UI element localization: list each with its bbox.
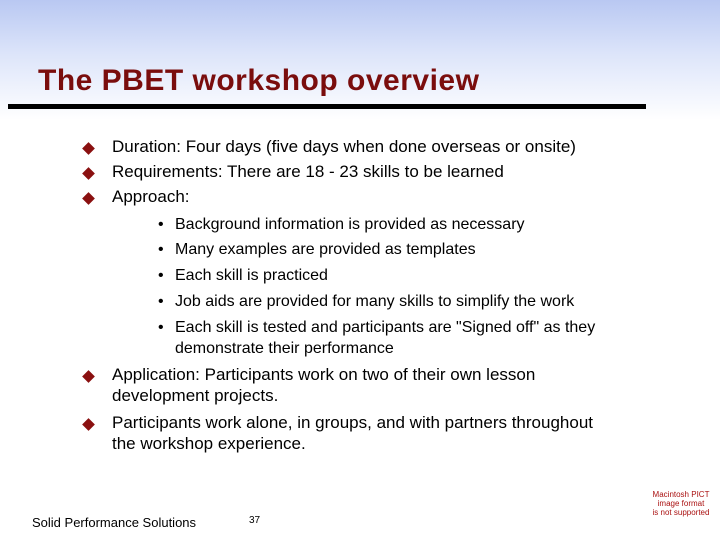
footer-company: Solid Performance Solutions (32, 515, 197, 530)
sub-bullet-item: Each skill is practiced (175, 267, 328, 284)
participants-continuation: the workshop experience. (112, 434, 306, 453)
pict-placeholder-image (652, 490, 710, 517)
sub-bullet-dot: • (158, 319, 164, 336)
diamond-bullet-icon (82, 167, 95, 180)
title-underline (8, 104, 646, 109)
pict-text-line: Macintosh PICT (652, 490, 710, 499)
application-continuation: development projects. (112, 386, 279, 405)
sub-bullet-item: Job aids are provided for many skills to simplify the work (175, 293, 575, 310)
diamond-bullet-icon (82, 370, 95, 383)
sub-bullet-dot: • (158, 216, 164, 233)
approach-line: Approach: (112, 187, 190, 206)
pict-text-line: is not supported (652, 508, 710, 517)
sub-bullet-item: Many examples are provided as templates (175, 241, 476, 258)
sub-bullet-dot: • (158, 293, 164, 310)
diamond-bullet-icon (82, 418, 95, 431)
pict-text-line: image format (657, 499, 705, 508)
slide-title: The PBET workshop overview (38, 64, 480, 97)
sub-bullet-dot: • (158, 241, 164, 258)
sub-bullet-continuation: demonstrate their performance (175, 340, 394, 357)
sub-bullet-item: Background information is provided as necessary (175, 216, 525, 233)
sub-bullet-dot: • (158, 267, 164, 284)
diamond-bullet-icon (82, 192, 95, 205)
duration-line: Duration: Four days (five days when done overseas or onsite) (112, 137, 576, 156)
participants-line: Participants work alone, in groups, and with partners throughout (112, 413, 593, 432)
diamond-bullet-icon (82, 142, 95, 155)
page-number: 37 (249, 515, 261, 526)
application-line: Application: Participants work on two of their own lesson (112, 365, 536, 384)
sub-bullet-item: Each skill is tested and participants are "Signed off" as they (175, 319, 596, 336)
requirements-line: Requirements: There are 18 - 23 skills to be learned (112, 162, 504, 181)
